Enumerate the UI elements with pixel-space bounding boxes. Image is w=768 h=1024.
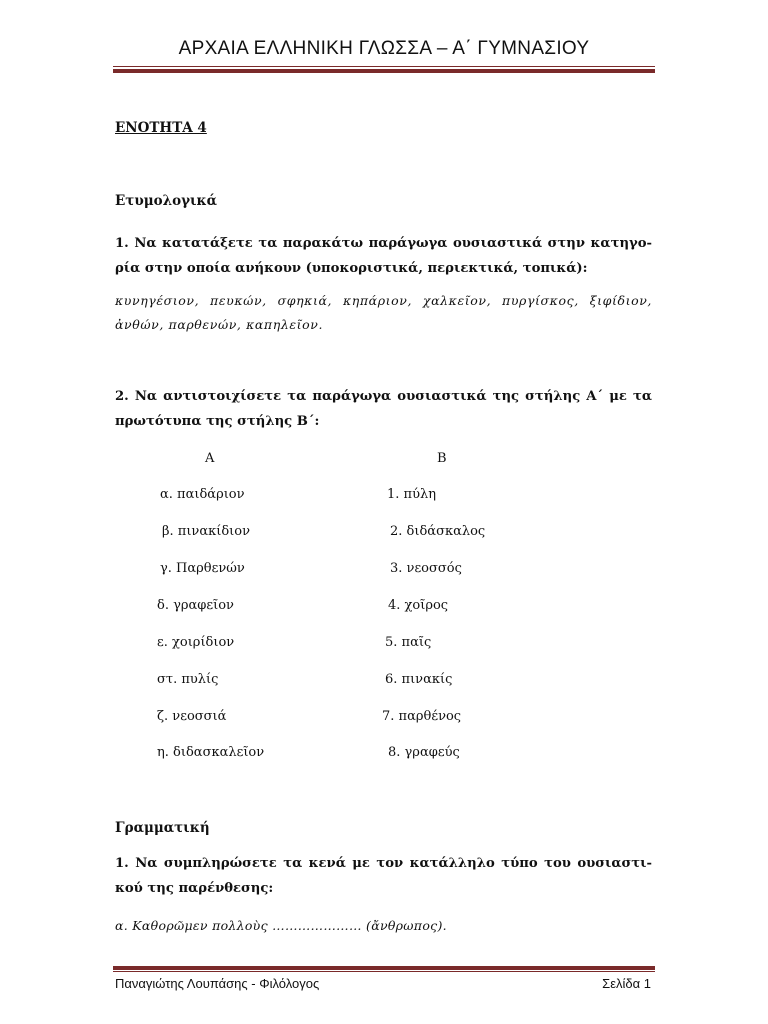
grammar-q1 (115, 851, 652, 901)
grammar-heading: Γραμματική (115, 820, 210, 836)
etymology-q1-words (115, 289, 652, 337)
header-rule-thin (113, 66, 655, 67)
unit-title: ΕΝΟΤΗΤΑ 4 (115, 120, 207, 136)
column-a-header: Α (205, 451, 215, 466)
footer-page-number: Σελίδα 1 (602, 976, 651, 991)
etymology-q1-number: 1. (115, 236, 129, 251)
footer-rule-thin (113, 971, 655, 972)
column-b-item: 1. πύλη (387, 487, 437, 502)
grammar-q1-example: α. Καθορῶμεν πολλοὺς ………………… (ἄνθρωπος). (115, 918, 447, 933)
etymology-q2-text-line2: πρωτότυπα της στήλης Β΄: (115, 414, 320, 429)
etymology-q1 (115, 231, 652, 281)
header-rule-thick (113, 69, 655, 73)
grammar-q1-text-line1: Να συμπληρώσετε τα κενά με τον κατάλληλο τύπο του ουσιαστι- (135, 856, 652, 871)
column-a-item: ζ. νεοσσιά (157, 709, 227, 724)
column-b-item: 4. χοῖρος (388, 598, 449, 613)
column-b-item: 3. νεοσσός (390, 561, 462, 576)
column-b-header: Β (437, 451, 447, 466)
column-b-item: 8. γραφεύς (388, 745, 460, 760)
column-a-item: β. πινακίδιον (162, 524, 250, 539)
grammar-q1-number: 1. (115, 856, 129, 871)
footer-rule-thick (113, 966, 655, 970)
etymology-q1-words-line2: ἀνθών, παρθενών, καπηλεῖον. (115, 317, 324, 332)
column-b-item: 5. παῖς (385, 635, 432, 650)
grammar-q1-text-line2: κού της παρένθεσης: (115, 881, 274, 896)
etymology-heading: Ετυμολογικά (115, 193, 218, 209)
column-b-item: 6. πινακίς (385, 672, 453, 687)
etymology-q1-text-line2: ρία στην οποία ανήκουν (υποκοριστικά, περιεκτικά, τοπικά): (115, 261, 588, 276)
column-a-item: γ. Παρθενών (160, 561, 245, 576)
etymology-q2 (115, 384, 652, 434)
column-b-item: 2. διδάσκαλος (390, 524, 486, 539)
column-a-item: ε. χοιρίδιον (157, 635, 235, 650)
footer-author: Παναγιώτης Λουπάσης - Φιλόλογος (115, 976, 320, 991)
column-a-item: α. παιδάριον (160, 487, 245, 502)
etymology-q1-text-line1: Να κατατάξετε τα παρακάτω παράγωγα ουσιαστικά στην κατηγο- (134, 236, 653, 251)
etymology-q2-number: 2. (115, 389, 129, 404)
etymology-q1-words-line1: κυνηγέσιον, πευκών, σφηκιά, κηπάριον, χαλκεῖον, πυργίσκος, ξιφίδιον, (115, 293, 652, 308)
column-a-item: η. διδασκαλεῖον (157, 745, 265, 760)
etymology-q2-text-line1: Να αντιστοιχίσετε τα παράγωγα ουσιαστικά της στήλης Α΄ με τα (134, 389, 653, 404)
column-a-item: δ. γραφεῖον (157, 598, 234, 613)
column-a-item: στ. πυλίς (157, 672, 219, 687)
column-b-item: 7. παρθένος (382, 709, 462, 724)
document-header-title: ΑΡΧΑΙΑ ΕΛΛΗΝΙΚΗ ΓΛΩΣΣΑ – Α΄ ΓΥΜΝΑΣΙΟΥ (178, 38, 590, 59)
